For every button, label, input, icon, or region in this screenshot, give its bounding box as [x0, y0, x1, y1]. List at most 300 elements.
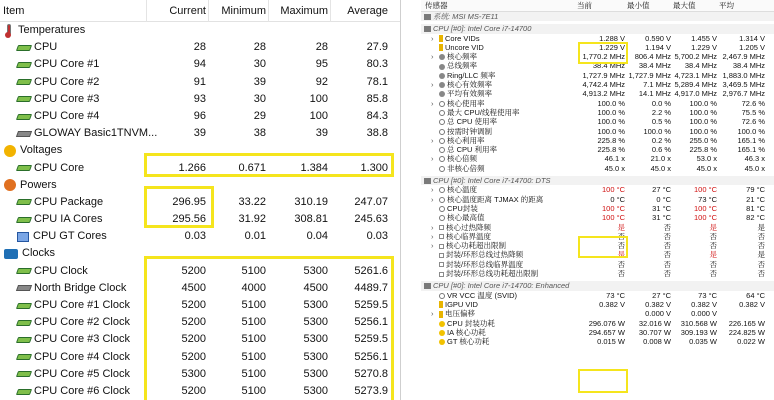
sensor-icon	[439, 187, 445, 193]
group-row[interactable]	[0, 177, 400, 194]
sensor-value: 2,976.7 MHz	[722, 89, 765, 99]
sensor-value: 否	[663, 241, 671, 251]
cell-value: 1.266	[178, 161, 206, 174]
sensor-value: 100.0 %	[689, 117, 717, 127]
sensor-name	[421, 176, 551, 185]
table-row[interactable]	[0, 125, 400, 142]
chip-icon	[16, 320, 32, 326]
table-row[interactable]	[0, 314, 400, 331]
cell-value: 5300	[303, 384, 328, 397]
sensor-value: 否	[757, 241, 765, 251]
sensor-name	[421, 154, 477, 163]
cell-value: 5261.6	[354, 264, 388, 277]
sensor-name	[421, 164, 485, 173]
sensor-label: 核心使用率	[447, 98, 485, 108]
column-separator	[268, 0, 269, 22]
sensor-name	[421, 136, 485, 145]
chip-icon	[16, 371, 32, 377]
chip-blue-icon	[17, 232, 29, 242]
right-sensor-table	[421, 0, 774, 400]
sensor-value: 100.0 %	[597, 107, 625, 117]
cell-value: 296.95	[172, 195, 206, 208]
row-label: Powers	[20, 178, 57, 191]
cell-value: 91	[193, 75, 206, 88]
sensor-value: 30.707 W	[638, 327, 671, 337]
sensor-label: 核心温度距离 TJMAX 的距离	[447, 194, 544, 204]
cell-value: 5300	[303, 367, 328, 380]
sensor-value: 45.0 x	[604, 163, 625, 173]
row-name	[0, 331, 130, 348]
sensor-row[interactable]	[421, 61, 774, 70]
expand-caret-icon[interactable]: ›	[431, 222, 434, 232]
sensor-value: 4,917.0 MHz	[674, 89, 717, 99]
sensor-row[interactable]	[421, 43, 774, 52]
sensor-value: 82 °C	[746, 213, 765, 223]
row-label: GLOWAY Basic1TNVM...	[34, 127, 158, 140]
sensor-value: 32.016 W	[638, 318, 671, 328]
sensor-row[interactable]	[421, 34, 774, 43]
cell-value: 38	[253, 127, 266, 140]
sensor-value	[719, 309, 765, 318]
row-name	[0, 108, 99, 125]
cell-value: 5100	[241, 333, 266, 346]
sensor-name	[421, 260, 523, 269]
sensor-name	[421, 309, 475, 318]
cell-value: 5300	[303, 333, 328, 346]
sensor-value: 5,289.4 MHz	[674, 80, 717, 90]
sensor-value: 38.4 MHz	[732, 61, 765, 71]
sensor-label: 核心有效频率	[447, 80, 492, 90]
sensor-value: 255.0 %	[689, 135, 717, 145]
sensor-value: 否	[617, 241, 625, 251]
group-row[interactable]	[0, 22, 400, 39]
sensor-row[interactable]	[421, 164, 774, 173]
expand-caret-icon[interactable]: ›	[431, 194, 434, 204]
sensor-label: 核心频率	[447, 52, 477, 62]
expand-caret-icon[interactable]: ›	[431, 52, 434, 62]
sensor-name	[421, 291, 517, 300]
sensor-value: 45.0 x	[696, 163, 717, 173]
panel-divider	[400, 0, 421, 400]
sensor-value: 100 °C	[693, 203, 717, 213]
sensor-label: 总线频率	[447, 61, 477, 71]
sensor-value: 0 °C	[610, 194, 625, 204]
cell-value: 4489.7	[354, 281, 388, 294]
sensor-group-row[interactable]	[421, 281, 774, 290]
sensor-value: 21.0 x	[650, 154, 671, 164]
sensor-value: 73 °C	[698, 290, 717, 300]
chip-icon	[16, 96, 32, 102]
sensor-row[interactable]	[421, 127, 774, 136]
sensor-value: 21 °C	[746, 194, 765, 204]
sensor-value: 否	[663, 231, 671, 241]
row-label: CPU Core #2 Clock	[34, 316, 130, 329]
row-label: Temperatures	[18, 24, 86, 36]
table-row[interactable]	[0, 349, 400, 366]
chip-icon	[16, 62, 32, 68]
power-icon	[4, 179, 16, 191]
sensor-name	[421, 61, 477, 70]
column-header[interactable]: 最小值	[627, 1, 650, 10]
cell-value: 5300	[303, 316, 328, 329]
column-header-current[interactable]: Current	[169, 5, 206, 17]
sensor-value: 否	[663, 259, 671, 269]
row-name	[0, 160, 84, 177]
cell-value: 4000	[241, 281, 266, 294]
column-header[interactable]: 最大值	[673, 1, 696, 10]
expand-caret-icon[interactable]: ›	[431, 135, 434, 145]
row-name	[0, 366, 130, 383]
sensor-row[interactable]	[421, 328, 774, 337]
sensor-row[interactable]	[421, 80, 774, 89]
sensor-row[interactable]	[421, 154, 774, 163]
cell-value: 29	[253, 109, 266, 122]
expand-caret-icon[interactable]: ›	[431, 33, 434, 43]
sensor-value: 否	[709, 269, 717, 279]
row-label: CPU Core #5 Clock	[34, 367, 130, 380]
cell-value: 95	[315, 58, 328, 71]
cell-value: 0.01	[244, 230, 266, 243]
table-row[interactable]	[0, 280, 400, 297]
cell-value: 5100	[241, 367, 266, 380]
voltage-icon	[439, 311, 443, 318]
sensor-value: 14.1 MHz	[638, 89, 671, 99]
sensor-value: 100 °C	[601, 203, 625, 213]
cell-value: 5100	[241, 264, 266, 277]
sensor-value: 38.4 MHz	[592, 61, 625, 71]
column-header-minimum[interactable]: Minimum	[221, 5, 266, 17]
sensor-value: 1.194 V	[645, 42, 671, 52]
sensor-label: 总 CPU 使用率	[447, 117, 498, 127]
highlight-box	[578, 369, 628, 393]
sensor-value: 225.8 %	[689, 145, 717, 155]
column-header-item[interactable]: Item	[3, 5, 25, 17]
row-name	[0, 263, 88, 280]
sensor-value: 806.4 MHz	[634, 52, 671, 62]
sensor-value: 是	[617, 250, 625, 260]
row-label: CPU IA Cores	[34, 213, 103, 226]
cell-value: 93	[193, 92, 206, 105]
flag-icon	[439, 272, 444, 277]
cell-value: 1.300	[360, 161, 388, 174]
flag-icon	[439, 262, 444, 267]
cell-value: 5256.1	[354, 316, 388, 329]
clock-icon	[439, 91, 445, 97]
chip-icon	[16, 114, 32, 120]
sensor-row[interactable]	[421, 99, 774, 108]
sensor-label: CPU 封装功耗	[447, 318, 495, 328]
sensor-icon	[439, 119, 445, 125]
chip-icon	[424, 14, 431, 20]
sensor-value: 否	[709, 231, 717, 241]
voltage-icon	[439, 35, 443, 42]
sensor-icon	[439, 156, 445, 162]
sensor-name	[421, 213, 485, 222]
row-name	[0, 56, 99, 73]
cell-value: 5270.8	[354, 367, 388, 380]
table-row[interactable]	[0, 56, 400, 73]
sensor-value: 100 °C	[693, 213, 717, 223]
chip-icon	[16, 337, 32, 343]
sensor-name	[421, 127, 492, 136]
cell-value: 5300	[303, 299, 328, 311]
cell-value: 100	[309, 109, 328, 122]
expand-caret-icon[interactable]: ›	[431, 98, 434, 108]
cell-value: 5300	[303, 350, 328, 363]
sensor-label: 封装/环形总线临界温度	[446, 259, 524, 269]
sensor-value: 100.0 %	[597, 98, 625, 108]
sensor-label: CPU封装	[447, 203, 478, 213]
column-header[interactable]: 当前	[577, 1, 592, 10]
expand-caret-icon[interactable]: ›	[431, 241, 434, 251]
sensor-value: 是	[709, 222, 717, 232]
sensor-value: 0.015 W	[597, 337, 625, 347]
row-name	[0, 314, 130, 331]
voltage-icon	[439, 44, 443, 51]
sensor-value: 1,770.2 MHz	[582, 52, 625, 62]
row-name	[0, 349, 130, 366]
chip-icon	[16, 389, 32, 395]
sensor-value: 45.0 x	[744, 163, 765, 173]
cell-value: 100	[309, 92, 328, 105]
sensor-name	[421, 99, 485, 108]
sensor-value: 是	[757, 222, 765, 232]
sensor-name	[421, 195, 543, 204]
sensor-value: 46.1 x	[604, 154, 625, 164]
sensor-label: 核心过热降频	[446, 222, 491, 232]
table-row[interactable]	[0, 366, 400, 383]
sensor-name	[421, 337, 489, 346]
table-row[interactable]	[0, 194, 400, 211]
chip-icon	[16, 303, 32, 309]
sensor-value: 0.008 W	[643, 337, 671, 347]
column-header[interactable]: 传感器	[425, 1, 448, 10]
row-label: Clocks	[22, 247, 56, 260]
cell-value: 30	[253, 58, 266, 71]
sensor-icon	[439, 215, 445, 221]
sensor-value: 0.382 V	[645, 299, 671, 309]
row-name	[0, 245, 55, 262]
sensor-value: 100.0 %	[689, 107, 717, 117]
sensor-group-row[interactable]	[421, 12, 774, 21]
sensor-row[interactable]	[421, 195, 774, 204]
clock-icon	[439, 64, 445, 70]
sensor-value: 4,723.1 MHz	[674, 70, 717, 80]
sensor-value: 2.2 %	[651, 107, 671, 117]
row-name	[0, 142, 62, 159]
row-label: CPU	[34, 41, 58, 54]
row-name	[0, 91, 99, 108]
sensor-label: Ring/LLC 频率	[447, 70, 496, 80]
flag-icon	[439, 244, 444, 249]
thermometer-icon	[4, 24, 12, 37]
table-row[interactable]	[0, 263, 400, 280]
sensor-name	[421, 108, 520, 117]
power-icon	[439, 339, 445, 345]
table-row[interactable]	[0, 39, 400, 56]
sensor-row[interactable]	[421, 309, 774, 318]
sensor-value: 226.165 W	[728, 318, 765, 328]
sensor-label: 核心功耗超出限制	[446, 241, 506, 251]
sensor-row[interactable]	[421, 204, 774, 213]
sensor-value: 否	[757, 269, 765, 279]
column-header-average[interactable]: Average	[347, 5, 388, 17]
sensor-row[interactable]	[421, 185, 774, 194]
sensor-value: 1.288 V	[599, 33, 625, 43]
sensor-name	[421, 250, 523, 259]
column-separator	[208, 0, 209, 22]
sensor-label: VR VCC 温度 (SVID)	[447, 290, 518, 300]
cell-value: 39	[315, 127, 328, 140]
row-label: CPU Package	[34, 195, 104, 208]
cell-value: 0.671	[238, 161, 266, 174]
sensor-value: 0.382 V	[599, 299, 625, 309]
cell-value: 38.8	[366, 127, 388, 140]
cell-value: 308.81	[294, 213, 328, 226]
row-name	[0, 177, 57, 194]
cell-value: 245.63	[354, 213, 388, 226]
sensor-value: 1.229 V	[691, 42, 717, 52]
chip-grey-icon	[16, 285, 32, 291]
sensor-row[interactable]	[421, 300, 774, 309]
chip-icon	[16, 199, 32, 205]
sensor-value: 296.076 W	[588, 318, 625, 328]
cell-value: 28	[315, 41, 328, 54]
sensor-label: CPU [#0]: Intel Core i7-14700: Enhanced	[433, 281, 570, 291]
cell-value: 80.3	[366, 58, 388, 71]
sensor-row[interactable]	[421, 223, 774, 232]
sensor-value: 7.1 MHz	[643, 80, 671, 90]
cell-value: 39	[193, 127, 206, 140]
sensor-value: 2,467.9 MHz	[722, 52, 765, 62]
sensor-group-row[interactable]	[421, 176, 774, 185]
cell-value: 92	[315, 75, 328, 88]
table-row[interactable]	[0, 74, 400, 91]
cell-value: 5100	[241, 384, 266, 397]
sensor-value: 0.5 %	[651, 117, 671, 127]
sensor-value: 否	[709, 259, 717, 269]
sensor-name	[421, 24, 531, 33]
table-row[interactable]	[0, 108, 400, 125]
sensor-value: 310.568 W	[680, 318, 717, 328]
expand-caret-icon[interactable]: ›	[431, 309, 434, 319]
chip-icon	[16, 268, 32, 274]
sensor-name	[421, 204, 478, 213]
sensor-row[interactable]	[421, 71, 774, 80]
cell-value: 5200	[181, 350, 206, 363]
table-row[interactable]	[0, 211, 400, 228]
row-label: CPU Core #4	[34, 109, 100, 122]
sensor-row[interactable]	[421, 136, 774, 145]
sensor-group-row[interactable]	[421, 24, 774, 33]
table-row[interactable]	[0, 331, 400, 348]
sensor-value: 165.1 %	[737, 145, 765, 155]
sensor-row[interactable]	[421, 260, 774, 269]
sensor-label: 核心倍频	[447, 154, 477, 164]
sensor-row[interactable]	[421, 232, 774, 241]
column-header-maximum[interactable]: Maximum	[280, 5, 328, 17]
sensor-row[interactable]	[421, 337, 774, 346]
row-label: CPU Core #1	[34, 58, 100, 71]
sensor-row[interactable]	[421, 319, 774, 328]
row-name	[0, 125, 157, 142]
column-header[interactable]: 平均	[719, 1, 734, 10]
sensor-label: CPU [#0]: Intel Core i7-14700	[433, 24, 532, 34]
chip-icon	[16, 354, 32, 360]
row-label: CPU Core #1 Clock	[34, 299, 130, 311]
sensor-row[interactable]	[421, 291, 774, 300]
sensor-value: 38.4 MHz	[638, 61, 671, 71]
sensor-row[interactable]	[421, 269, 774, 278]
clock-icon	[439, 73, 445, 79]
sensor-value: 100.0 %	[597, 126, 625, 136]
expand-caret-icon[interactable]: ›	[431, 154, 434, 164]
cell-value: 5256.1	[354, 350, 388, 363]
sensor-icon	[439, 129, 445, 135]
chip-icon	[16, 45, 32, 51]
row-name	[0, 74, 99, 91]
sensor-value: 0 °C	[656, 194, 671, 204]
sensor-value: 0.000 V	[691, 309, 717, 319]
table-row[interactable]	[0, 228, 400, 245]
cell-value: 5200	[181, 299, 206, 311]
table-row[interactable]	[0, 160, 400, 177]
sensor-row[interactable]	[421, 89, 774, 98]
row-name	[0, 194, 103, 211]
cell-value: 5200	[181, 316, 206, 329]
table-row[interactable]	[0, 297, 400, 314]
sensor-name	[421, 269, 538, 278]
sensor-value: 45.0 x	[650, 163, 671, 173]
sensor-value: 否	[617, 269, 625, 279]
expand-caret-icon[interactable]: ›	[431, 80, 434, 90]
group-row[interactable]	[0, 142, 400, 159]
cell-value: 30	[253, 92, 266, 105]
sensor-value: 是	[757, 250, 765, 260]
sensor-value: 100 °C	[693, 185, 717, 195]
cell-value: 5200	[181, 264, 206, 277]
table-row[interactable]	[0, 91, 400, 108]
cell-value: 5300	[181, 367, 206, 380]
sensor-row[interactable]	[421, 108, 774, 117]
voltage-icon	[439, 301, 443, 308]
cell-value: 31.92	[238, 213, 266, 226]
sensor-value: 1,727.9 MHz	[582, 70, 625, 80]
sensor-row[interactable]	[421, 117, 774, 126]
sensor-row[interactable]	[421, 250, 774, 259]
sensor-value: 81 °C	[746, 203, 765, 213]
expand-caret-icon[interactable]: ›	[431, 231, 434, 241]
sensor-value: 5,700.2 MHz	[674, 52, 717, 62]
row-name	[0, 39, 57, 56]
chip-icon	[424, 178, 431, 184]
sensor-name	[421, 71, 495, 80]
sensor-label: IGPU VID	[445, 299, 478, 309]
sensor-value: 否	[617, 259, 625, 269]
cell-value: 4500	[181, 281, 206, 294]
sensor-value: 1.455 V	[691, 33, 717, 43]
expand-caret-icon[interactable]: ›	[431, 185, 434, 195]
sensor-row[interactable]	[421, 213, 774, 222]
sensor-name	[421, 34, 480, 43]
table-row[interactable]	[0, 383, 400, 400]
row-label: Voltages	[20, 144, 63, 157]
sensor-label: 核心临界温度	[446, 231, 491, 241]
sensor-name	[421, 328, 486, 337]
column-separator	[146, 0, 147, 22]
group-row[interactable]	[0, 245, 400, 262]
sensor-value: 100 °C	[601, 185, 625, 195]
